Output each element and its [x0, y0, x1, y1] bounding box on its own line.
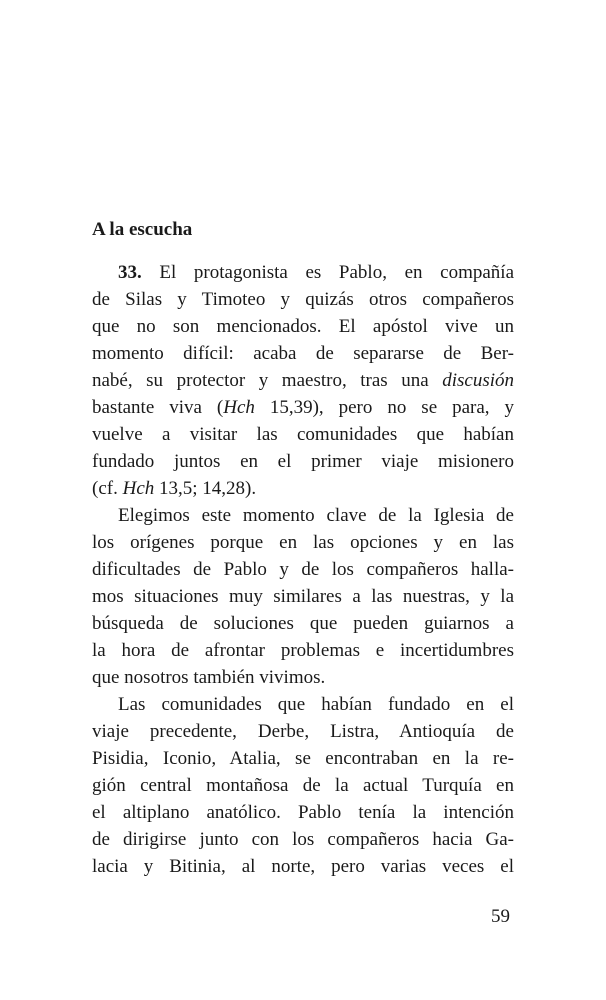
text-line: búsqueda de soluciones que pueden guiarnos a [92, 613, 514, 634]
text-line: la hora de afrontar problemas e incertidumbres [92, 640, 514, 661]
text-line: de Silas y Timoteo y quizás otros compañeros [92, 289, 514, 310]
text-line: lacia y Bitinia, al norte, pero varias veces el [92, 856, 514, 877]
text-line: el altiplano anatólico. Pablo tenía la intención [92, 802, 514, 823]
text-line: gión central montañosa de la actual Turquía en [92, 775, 514, 796]
paragraph-number: 33. [118, 262, 142, 283]
text-line: bastante viva (Hch 15,39), pero no se para, y [92, 397, 514, 418]
paragraph-comunidades [92, 691, 514, 880]
text-line: Las comunidades que habían fundado en el [118, 694, 514, 715]
text-line: que nosotros también vivimos. [92, 667, 326, 688]
text-line: viaje precedente, Derbe, Listra, Antioquía de [92, 721, 514, 742]
text-line: Pisidia, Iconio, Atalia, se encontraban en la re- [92, 748, 514, 769]
paragraph-33 [92, 259, 514, 502]
text-line: nabé, su protector y maestro, tras una discusión [92, 370, 514, 391]
paragraph-elegimos [92, 502, 514, 691]
text-line: (cf. Hch 13,5; 14,28). [92, 478, 257, 499]
text-line: 33. El protagonista es Pablo, en compañía [118, 262, 514, 283]
text-line: fundado juntos en el primer viaje misionero [92, 451, 514, 472]
text-line: los orígenes porque en las opciones y en las [92, 532, 514, 553]
text-line: dificultades de Pablo y de los compañeros halla- [92, 559, 514, 580]
page-number: 59 [491, 906, 510, 927]
text-line: momento difícil: acaba de separarse de Ber- [92, 343, 514, 364]
text-line: mos situaciones muy similares a las nuestras, y la [92, 586, 514, 607]
page-body [92, 216, 514, 880]
text-line: que no son mencionados. El apóstol vive un [92, 316, 514, 337]
text-line: de dirigirse junto con los compañeros hacia Ga- [92, 829, 514, 850]
section-heading: A la escucha [92, 219, 193, 240]
text-line: Elegimos este momento clave de la Iglesia de [118, 505, 514, 526]
text-line: vuelve a visitar las comunidades que habían [92, 424, 514, 445]
